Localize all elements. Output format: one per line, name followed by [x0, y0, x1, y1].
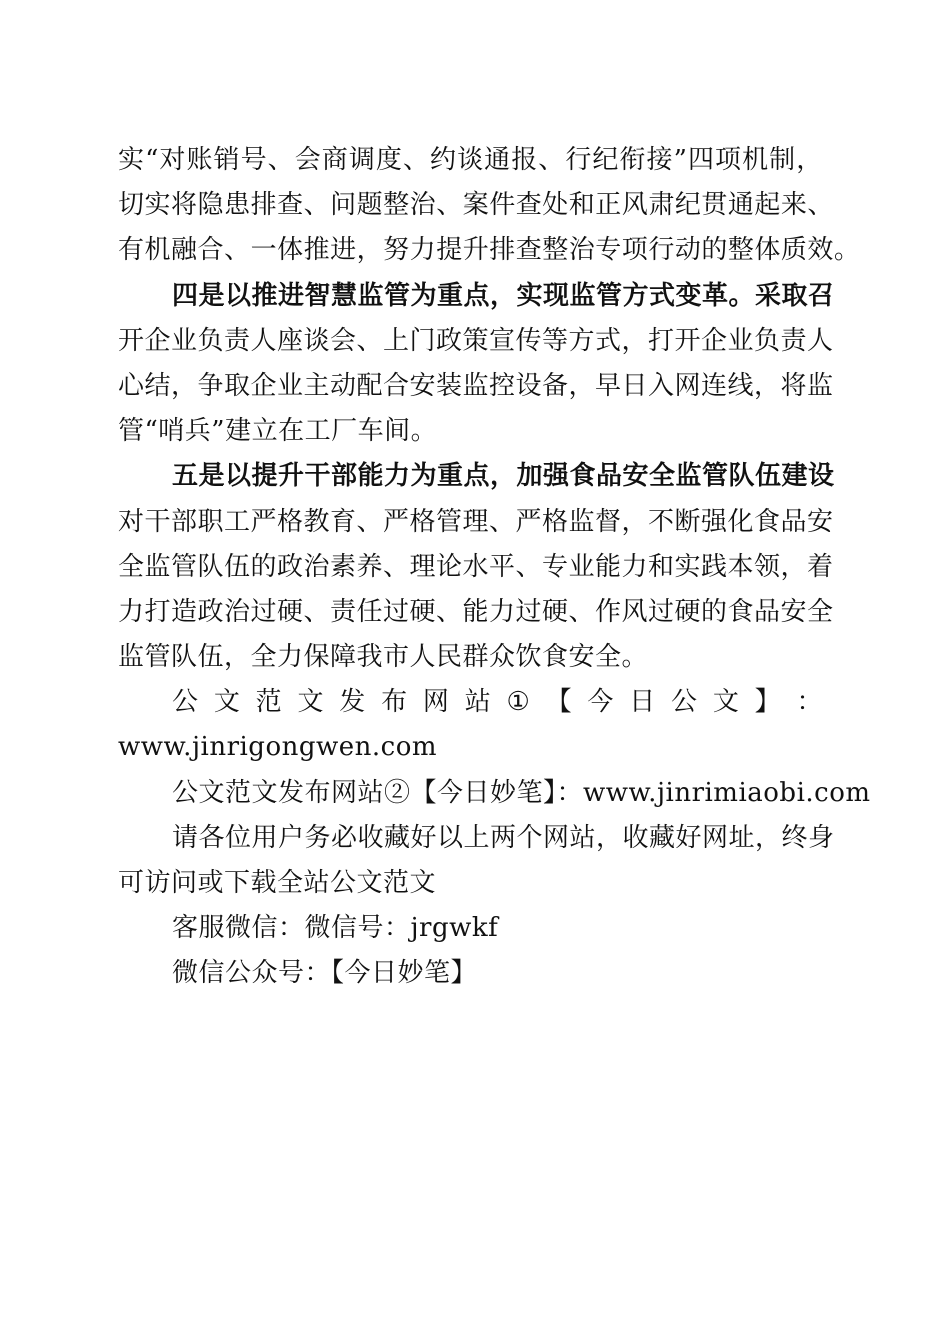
public-account: 微信公众号：【今日妙笔】 [172, 958, 478, 989]
site1-char: 网 [422, 687, 450, 718]
text-line: 开企业负责人座谈会、上门政策宣传等方式，打开企业负责人 [118, 325, 834, 356]
text-char: 、 [224, 235, 251, 266]
site1-char: 范 [255, 687, 283, 718]
text-char: “ [145, 145, 159, 175]
site1-char: 文 [712, 687, 740, 718]
text-line: 全监管队伍的政治素养、理论水平、专业能力和实践本领，着 [118, 551, 834, 582]
text-char: 融 [171, 235, 198, 266]
text-char: 通 [727, 190, 755, 221]
site2-line[interactable]: 公文范文发布网站②【今日妙笔】：www.jinrimiaobi.com [172, 777, 871, 808]
text-char: 谈 [457, 145, 484, 175]
notice-line: 请各位用户务必收藏好以上两个网站，收藏好网址，终身 [172, 822, 835, 853]
text-char: 纪 [592, 145, 619, 175]
text-char: 提 [436, 235, 463, 266]
text-char: 四 [687, 145, 715, 175]
text-char: 项 [621, 235, 649, 266]
text-line [118, 138, 823, 183]
text-char: 、 [303, 190, 331, 221]
text-line: 对干部职工严格教育、严格管理、严格监督，不断强化食品安 [118, 506, 834, 537]
service-wechat: 客服微信：微信号：jrgwkf [172, 913, 499, 944]
text-char: 体 [754, 235, 781, 266]
text-char: 力 [409, 235, 437, 266]
text-char: 推 [303, 235, 331, 266]
text-char: 治 [568, 235, 596, 266]
text-char: 约 [430, 145, 457, 175]
text-char: 整 [727, 235, 755, 266]
text-char: 、 [402, 145, 430, 175]
text-char: 制 [769, 145, 796, 175]
text-char: 账 [186, 145, 213, 175]
text-char: 贯 [701, 190, 728, 221]
text-char: 实 [144, 190, 172, 221]
site1-char: 文 [213, 687, 241, 718]
text-char: 努 [383, 235, 410, 266]
site1-char: 公 [671, 687, 698, 718]
text-char: 行 [565, 145, 592, 175]
text-char: 问 [330, 190, 357, 221]
text-line [118, 228, 861, 273]
text-char: 来 [780, 190, 808, 221]
text-char: ” [673, 145, 688, 175]
text-char: 会 [294, 145, 322, 175]
site1-char: 发 [339, 687, 366, 718]
text-char: 报 [511, 145, 538, 175]
text-char: 行 [648, 235, 675, 266]
text-char: 整 [383, 190, 410, 221]
text-char: 案 [462, 190, 490, 221]
text-char: 肃 [648, 190, 675, 221]
text-char: 查 [277, 190, 304, 221]
text-char: 衔 [619, 145, 646, 175]
site1-char: 】 [754, 687, 782, 718]
text-char: 、 [436, 190, 463, 221]
text-char: ， [356, 235, 384, 266]
text-char: ， [796, 145, 823, 175]
text-char: 的 [701, 235, 728, 266]
notice-line: 可访问或下载全站公文范文 [118, 868, 437, 898]
text-char: 效 [807, 235, 834, 266]
text-line: 心结，争取企业主动配合安装监控设备，早日入网连线，将监 [118, 370, 834, 401]
site1-char: 公 [172, 687, 199, 718]
text-char: 对 [159, 145, 186, 175]
text-line: 力打造政治过硬、责任过硬、能力过硬、作风过硬的食品安全 [118, 596, 834, 627]
text-char: 治 [409, 190, 437, 221]
text-char: 查 [515, 190, 543, 221]
text-char: 一 [250, 235, 278, 266]
text-char: 号 [240, 145, 268, 175]
text-line [118, 183, 834, 228]
site1-char: 今 [587, 687, 614, 718]
text-char: 升 [462, 235, 490, 266]
site1-url[interactable]: www.jinrigongwen.com [118, 732, 438, 763]
text-char: 调 [348, 145, 376, 175]
text-char: 和 [568, 190, 596, 221]
text-char: 排 [250, 190, 278, 221]
text-char: 隐 [197, 190, 225, 221]
text-char: 切 [118, 190, 145, 221]
text-char: 起 [754, 190, 781, 221]
text-char: 、 [538, 145, 565, 175]
site1-char: 布 [381, 687, 408, 718]
text-line: 管“哨兵”建立在工厂车间。 [118, 416, 438, 447]
text-char: 将 [171, 190, 198, 221]
site1-char: 【 [545, 687, 573, 718]
text-char: 机 [742, 145, 769, 175]
section-heading-five: 五是以提升干部能力为重点，加强食品安全监管队伍建设 [172, 461, 835, 492]
text-char: 排 [489, 235, 516, 266]
site1-char: 站 [464, 687, 492, 718]
text-char: 。 [833, 235, 861, 266]
text-char: 纪 [674, 190, 702, 221]
text-char: 患 [224, 190, 251, 221]
text-char: 风 [621, 190, 649, 221]
site1-char: ： [796, 687, 823, 718]
text-char: 通 [484, 145, 511, 175]
text-char: 度 [375, 145, 403, 175]
text-char: 、 [807, 190, 834, 221]
text-char: 质 [780, 235, 808, 266]
text-char: 处 [542, 190, 569, 221]
text-char: 合 [197, 235, 225, 266]
text-char: 动 [674, 235, 702, 266]
text-char: 有 [118, 235, 145, 266]
text-line: 监管队伍，全力保障我市人民群众饮食安全。 [118, 642, 649, 673]
section-heading-four: 四是以推进智慧监管为重点，实现监管方式变革。采取召 [172, 280, 835, 311]
text-char: 体 [277, 235, 304, 266]
site1-char: 文 [297, 687, 324, 718]
text-char: 件 [489, 190, 516, 221]
text-char: 进 [330, 235, 357, 266]
site1-char: ① [506, 687, 531, 718]
document-page [118, 138, 871, 997]
text-char: 实 [118, 145, 145, 175]
text-char: 题 [356, 190, 384, 221]
text-char: 正 [595, 190, 622, 221]
text-char: 项 [715, 145, 742, 175]
site1-char: 日 [629, 687, 656, 718]
text-char: 专 [595, 235, 622, 266]
text-char: 查 [515, 235, 543, 266]
text-char: 整 [542, 235, 569, 266]
text-char: 、 [267, 145, 295, 175]
text-char: 机 [144, 235, 172, 266]
text-char: 销 [213, 145, 241, 175]
site1-line [118, 680, 823, 725]
text-char: 接 [646, 145, 674, 175]
text-char: 商 [321, 145, 349, 175]
